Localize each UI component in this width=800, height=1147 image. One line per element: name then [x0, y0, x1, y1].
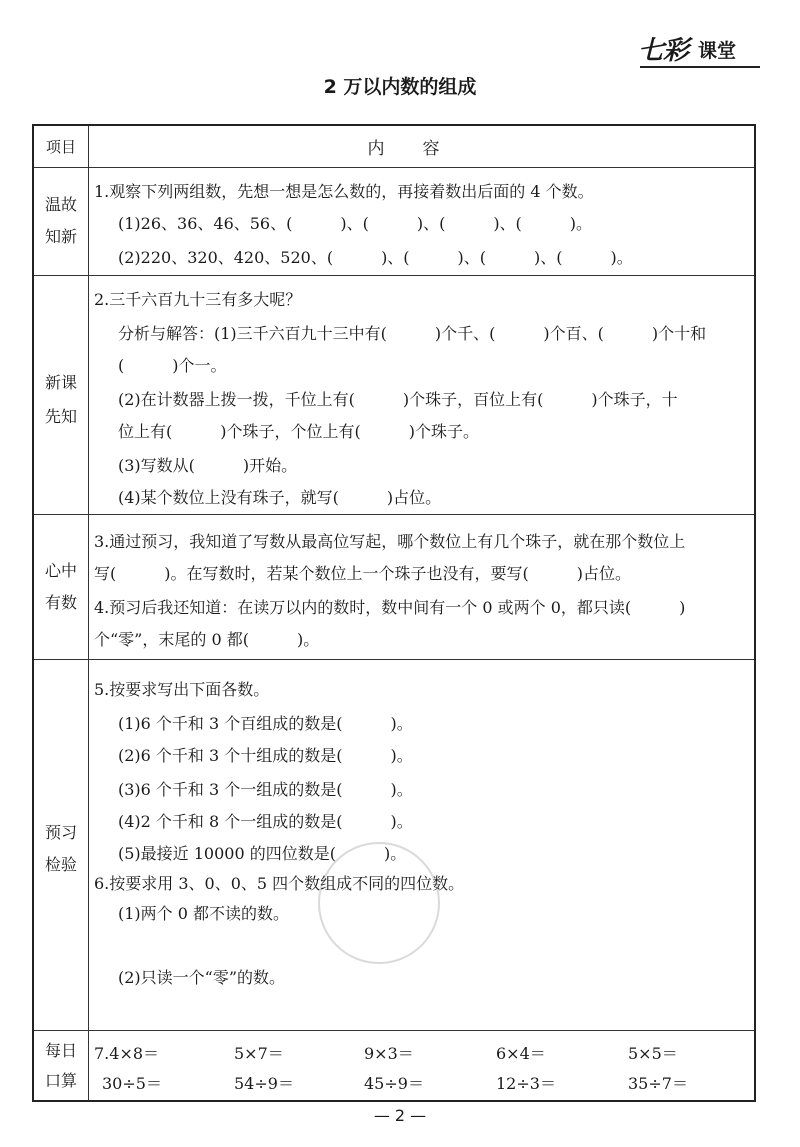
header-content-label: 内容: [367, 139, 478, 159]
new-line: (2)在计数器上拨一拨，千位上有( )个珠子，百位上有( )个珠子，十: [118, 390, 678, 409]
brand-logo: [638, 30, 766, 66]
daily-label-2: 口算: [44, 1071, 77, 1090]
mental-math-item: 35÷7＝: [628, 1074, 688, 1093]
check-line: (3)6 个千和 3 个一组成的数是( )。: [118, 780, 413, 799]
row-divider: [34, 275, 754, 276]
mental-math-item: 30÷5＝: [102, 1074, 162, 1093]
page-number: — 2 —: [373, 1106, 427, 1125]
new-line: 分析与解答：(1)三千六百九十三中有( )个千、( )个百、( )个十和: [118, 324, 707, 343]
page-title: 2 万以内数的组成: [323, 76, 477, 98]
mental-math-item: 5×7＝: [234, 1044, 284, 1063]
daily-label-1: 每日: [44, 1041, 77, 1060]
header-item-label: 项目: [45, 138, 76, 156]
mental-math-item: 45÷9＝: [364, 1074, 424, 1093]
check-line: (2)只读一个“零”的数。: [118, 968, 286, 987]
check-line: 5.按要求写出下面各数。: [94, 680, 270, 699]
brand-ink: 七彩: [638, 36, 689, 66]
mind-line: 个“零”，末尾的 0 都( )。: [94, 630, 320, 649]
new-line: (4)某个数位上没有珠子，就写( )占位。: [118, 488, 442, 507]
row-divider: [34, 1030, 754, 1031]
mind-line: 3.通过预习，我知道了写数从最高位写起，哪个数位上有几个珠子，就在那个数位上: [94, 532, 686, 551]
mind-label-2: 有数: [44, 593, 77, 612]
mental-math-item: 9×3＝: [364, 1044, 414, 1063]
check-line: (1)6 个千和 3 个百组成的数是( )。: [118, 714, 413, 733]
mind-line: 4.预习后我还知道：在读万以内的数时，数中间有一个 0 或两个 0，都只读( ): [94, 598, 686, 617]
new-line: 2.三千六百九十三有多大呢？: [94, 290, 302, 309]
check-label-1: 预习: [44, 823, 77, 842]
check-line: (1)两个 0 都不读的数。: [118, 904, 290, 923]
review-line: (1)26、36、46、56、( )、( )、( )、( )。: [118, 214, 593, 233]
mind-label-1: 心中: [44, 561, 77, 580]
new-line: ( )个一。: [118, 356, 227, 375]
brand-underline: [640, 66, 760, 68]
column-divider: [88, 126, 89, 1100]
check-label-2: 检验: [44, 855, 77, 874]
check-line: (5)最接近 10000 的四位数是( )。: [118, 844, 407, 863]
review-line: (2)220、320、420、520、( )、( )、( )、( )。: [118, 248, 633, 267]
review-label-1: 温故: [44, 195, 77, 214]
mental-math-item: 12÷3＝: [496, 1074, 556, 1093]
brand-text: 课堂: [698, 40, 737, 62]
row-divider: [34, 514, 754, 515]
mind-line: 写( )。在写数时，若某个数位上一个珠子也没有，要写( )占位。: [94, 564, 631, 583]
review-label-2: 知新: [44, 227, 77, 246]
new-line: (3)写数从( )开始。: [118, 456, 298, 475]
new-line: 位上有( )个珠子，个位上有( )个珠子。: [118, 422, 479, 441]
mental-math-item: 6×4＝: [496, 1044, 546, 1063]
mental-math-item: 54÷9＝: [234, 1074, 294, 1093]
row-divider: [34, 167, 754, 168]
new-label-1: 新课: [44, 373, 77, 392]
worksheet-table: [32, 124, 756, 1102]
check-line: (2)6 个千和 3 个十组成的数是( )。: [118, 746, 413, 765]
row-divider: [34, 659, 754, 660]
new-label-2: 先知: [44, 407, 77, 426]
mental-math-item: 5×5＝: [628, 1044, 678, 1063]
check-line: 6.按要求用 3、0、0、5 四个数组成不同的四位数。: [94, 874, 465, 893]
mental-math-item: 7.4×8＝: [94, 1044, 160, 1063]
check-line: (4)2 个千和 8 个一组成的数是( )。: [118, 812, 413, 831]
review-line: 1.观察下列两组数，先想一想是怎么数的，再接着数出后面的 4 个数。: [94, 182, 594, 201]
